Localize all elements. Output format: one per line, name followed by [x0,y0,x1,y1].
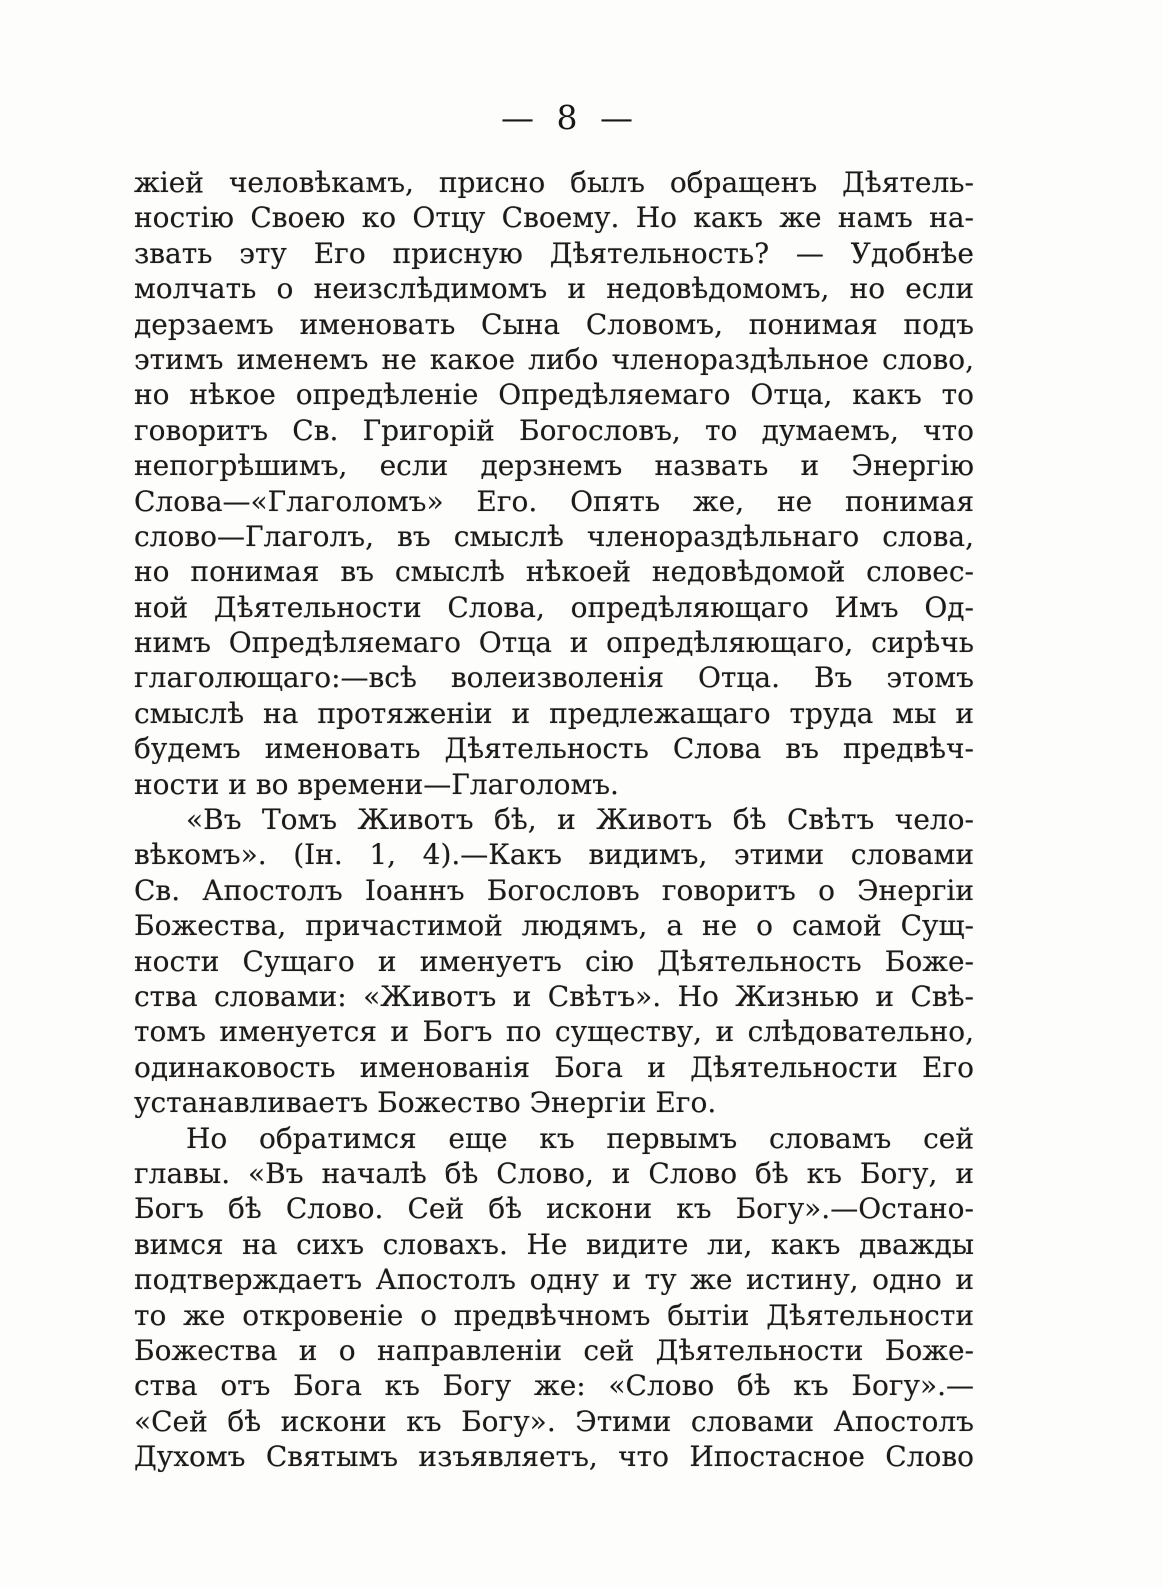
text-line: этимъ именемъ не какое либо членораздѣльное слово, [134,342,974,376]
text-block [134,165,974,1474]
paragraph [134,1121,974,1475]
text-line: непогрѣшимъ, если дерзнемъ назвать и Энергію [134,449,974,483]
text-line: ства отъ Бога къ Богу же: «Слово бѣ къ Богу».— [134,1369,974,1403]
text-line: ностію Своею ко Отцу Своему. Но какъ же намъ на- [134,201,974,235]
text-line: Духомъ Святымъ изъявляетъ, что Ипостасное Слово [134,1440,974,1474]
text-line: слово—Глаголъ, въ смыслѣ членораздѣльнаго слова, [134,519,974,553]
text-line: «Въ Томъ Животъ бѣ, и Животъ бѣ Свѣтъ чело- [186,803,974,837]
text-line: Слова—«Глаголомъ» Его. Опять же, не понимая [134,484,974,518]
text-line: жіей человѣкамъ, присно былъ обращенъ Дѣятель- [134,166,974,199]
text-line: но нѣкое опредѣленіе Опредѣляемаго Отца, какъ то [134,378,974,412]
text-line: то же откровеніе о предвѣчномъ бытіи Дѣятельности [134,1298,974,1332]
text-line: ства словами: «Животъ и Свѣтъ». Но Жизнью и Свѣ- [134,979,974,1013]
text-line: главы. «Въ началѣ бѣ Слово, и Слово бѣ къ Богу, и [134,1156,974,1190]
text-line: ности Сущаго и именуетъ сію Дѣятельность Боже- [134,944,974,978]
text-line: звать эту Его присную Дѣятельность? — Удобнѣе [134,236,974,270]
paragraph [134,802,974,1121]
text-line: говоритъ Св. Григорій Богословъ, то думаемъ, что [134,413,974,447]
text-line: нимъ Опредѣляемаго Отца и опредѣляющаго, сирѣчь [134,626,974,660]
text-line: будемъ именовать Дѣятельность Слова въ предвѣч- [134,732,974,766]
text-line: молчать о неизслѣдимомъ и недовѣдомомъ, но если [134,272,974,306]
paragraph [134,165,974,802]
text-line: устанавливаетъ Божество Энергіи Его. [134,1086,717,1120]
text-line: ной Дѣятельности Слова, опредѣляющаго Имъ Од- [134,590,974,624]
text-line: Но обратимся еще къ первымъ словамъ сей [186,1121,974,1155]
page-number: — 8 — [501,98,639,137]
text-line: Божества и о направленіи сей Дѣятельности Боже- [134,1333,974,1367]
text-line: «Сей бѣ искони къ Богу». Этими словами Апостолъ [134,1404,974,1438]
text-line: ности и во времени—Глаголомъ. [134,767,619,801]
text-line: вѣкомъ». (Ін. 1, 4).—Какъ видимъ, этими словами [134,838,974,872]
text-line: Св. Апостолъ Іоаннъ Богословъ говоритъ о Энергіи [134,873,974,907]
text-line: Божества, причастимой людямъ, а не о самой Сущ- [134,909,974,943]
text-line: одинаковость именованія Бога и Дѣятельности Его [134,1050,974,1084]
text-line: подтверждаетъ Апостолъ одну и ту же истину, одно и [134,1263,974,1297]
text-line: томъ именуется и Богъ по существу, и слѣдовательно, [134,1015,974,1049]
text-line: но понимая въ смыслѣ нѣкоей недовѣдомой словес- [134,555,974,589]
text-line: вимся на сихъ словахъ. Не видите ли, какъ дважды [134,1227,974,1261]
text-line: Богъ бѣ Слово. Сей бѣ искони къ Богу».—Остано- [134,1192,974,1226]
text-line: глаголющаго:—всѣ волеизволенія Отца. Въ этомъ [134,661,974,695]
text-line: смыслѣ на протяженіи и предлежащаго труда мы и [134,696,974,730]
text-line: дерзаемъ именовать Сына Словомъ, понимая подъ [134,307,974,341]
